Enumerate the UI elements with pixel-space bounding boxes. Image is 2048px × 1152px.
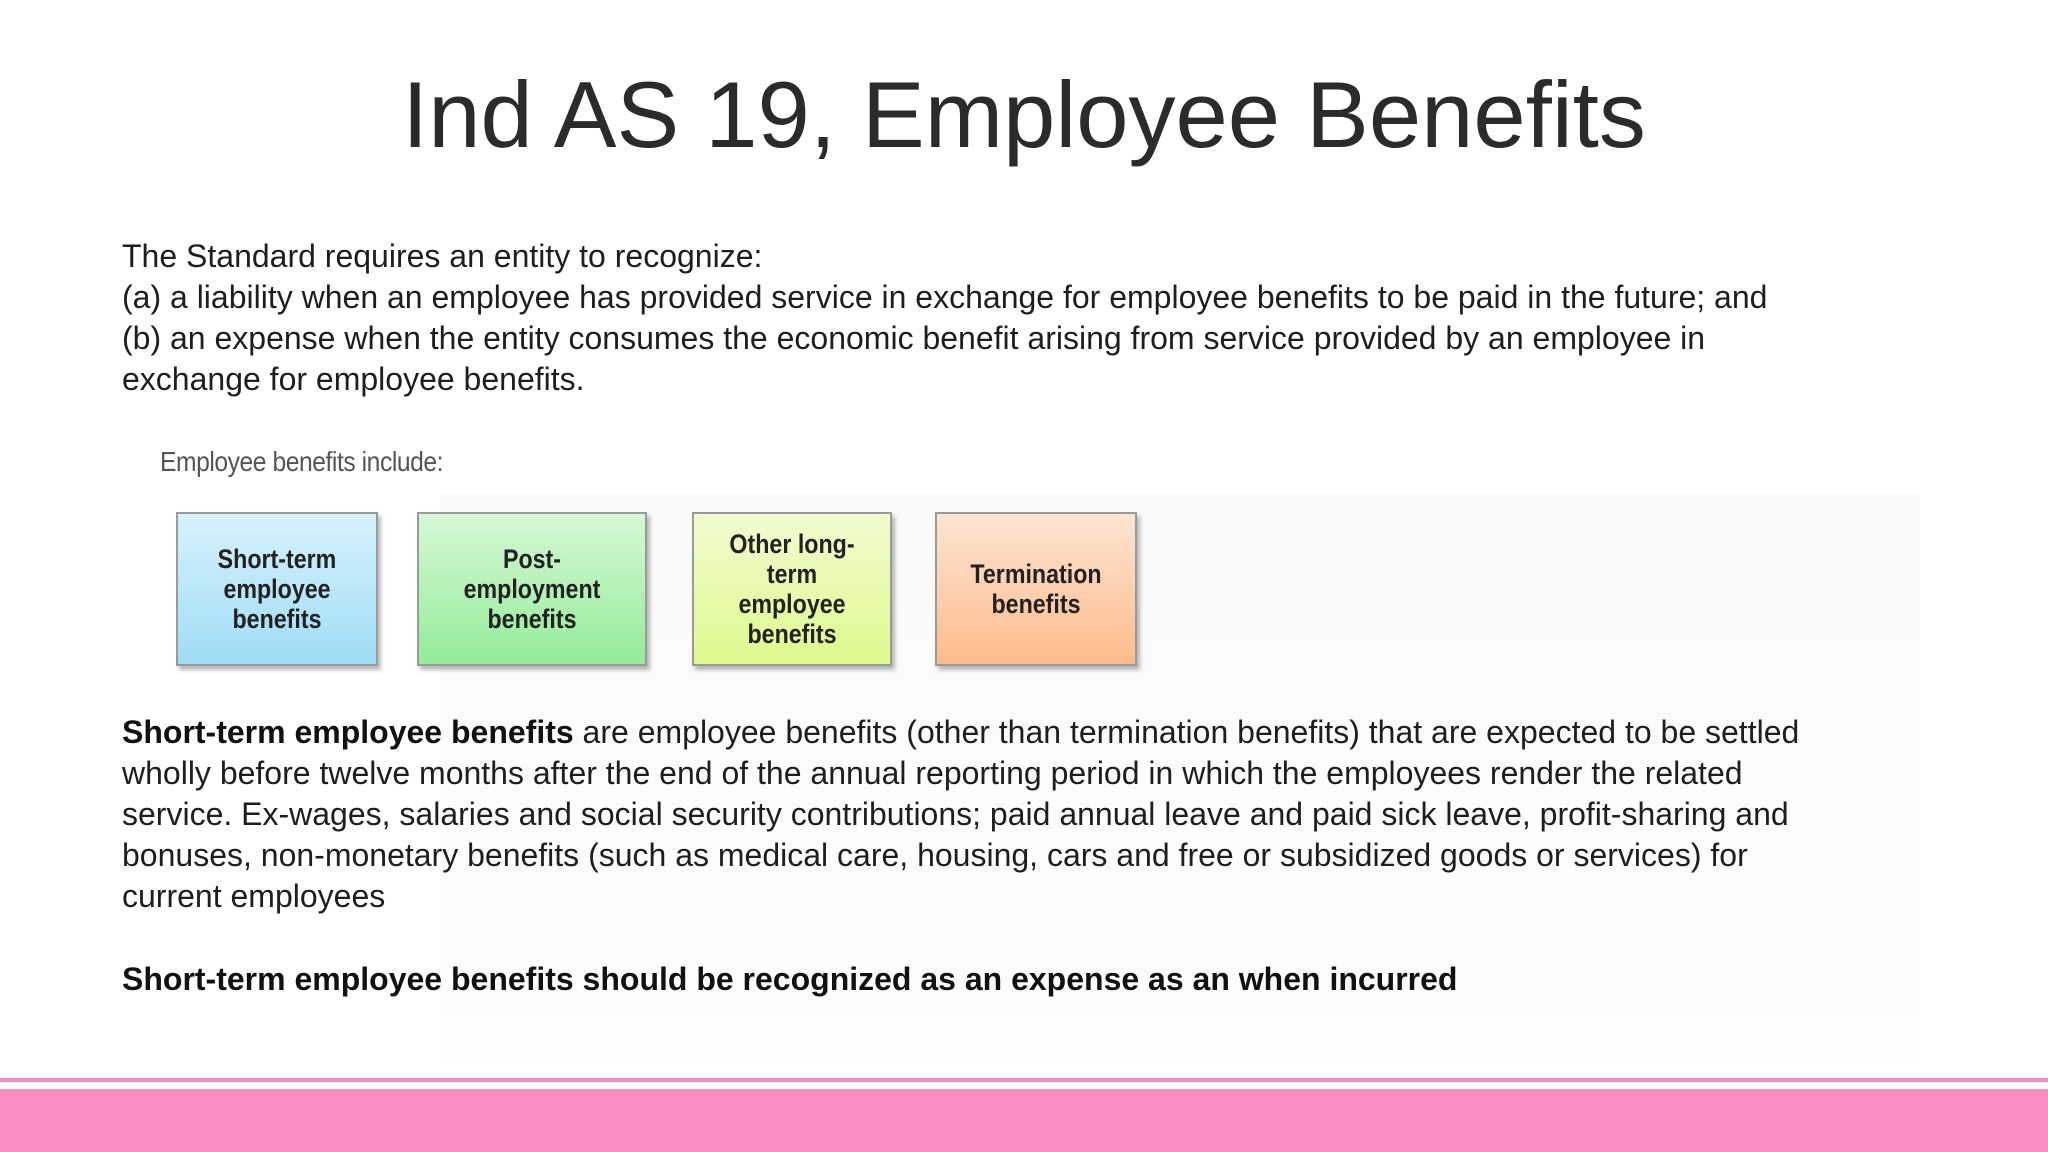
definition-paragraph [122, 712, 1952, 917]
intro-text [122, 236, 1942, 400]
intro-line: (b) an expense when the entity consumes the economic benefit arising from service provided by an employee in [122, 320, 1706, 356]
benefit-box-label: Short-term employee benefits [217, 544, 337, 634]
definition-line: service. Ex-wages, salaries and social security contributions; paid annual leave and paid sick leave, profit-sharing and [122, 796, 1789, 832]
conclusion-text: Short-term employee benefits should be recognized as an expense as an when incurred [122, 961, 1458, 997]
definition-line: wholly before twelve months after the end of the annual reporting period in which the employees render the related [122, 755, 1743, 791]
definition-line: bonuses, non-monetary benefits (such as medical care, housing, cars and free or subsidized goods or services) for [122, 837, 1748, 873]
definition-line [122, 712, 1952, 753]
intro-line: (a) a liability when an employee has provided service in exchange for employee benefits to be paid in the future; and [122, 279, 1768, 315]
footer-divider [0, 1078, 2048, 1082]
figure-caption: Employee benefits include: [160, 446, 444, 477]
benefit-box-post-employment [417, 512, 647, 666]
benefits-figure [140, 438, 1190, 688]
definition-term: Short-term employee benefits [122, 714, 574, 750]
benefit-box-short-term [176, 512, 378, 666]
footer-accent-bar [0, 1089, 2048, 1152]
benefit-box-other-long-term [692, 512, 892, 666]
intro-line: exchange for employee benefits. [122, 361, 585, 397]
definition-text: are employee benefits (other than termination benefits) that are expected to be settled [573, 714, 1800, 750]
benefit-box-label: Post-employment benefits [463, 544, 601, 634]
benefit-box-termination [935, 512, 1137, 666]
definition-line: current employees [122, 878, 386, 914]
intro-line: The Standard requires an entity to recognize: [122, 238, 763, 274]
benefit-box-label: Other long-term employee benefits [729, 529, 855, 649]
slide-title: Ind AS 19, Employee Benefits [402, 62, 1646, 167]
benefit-box-label: Termination benefits [970, 559, 1102, 619]
